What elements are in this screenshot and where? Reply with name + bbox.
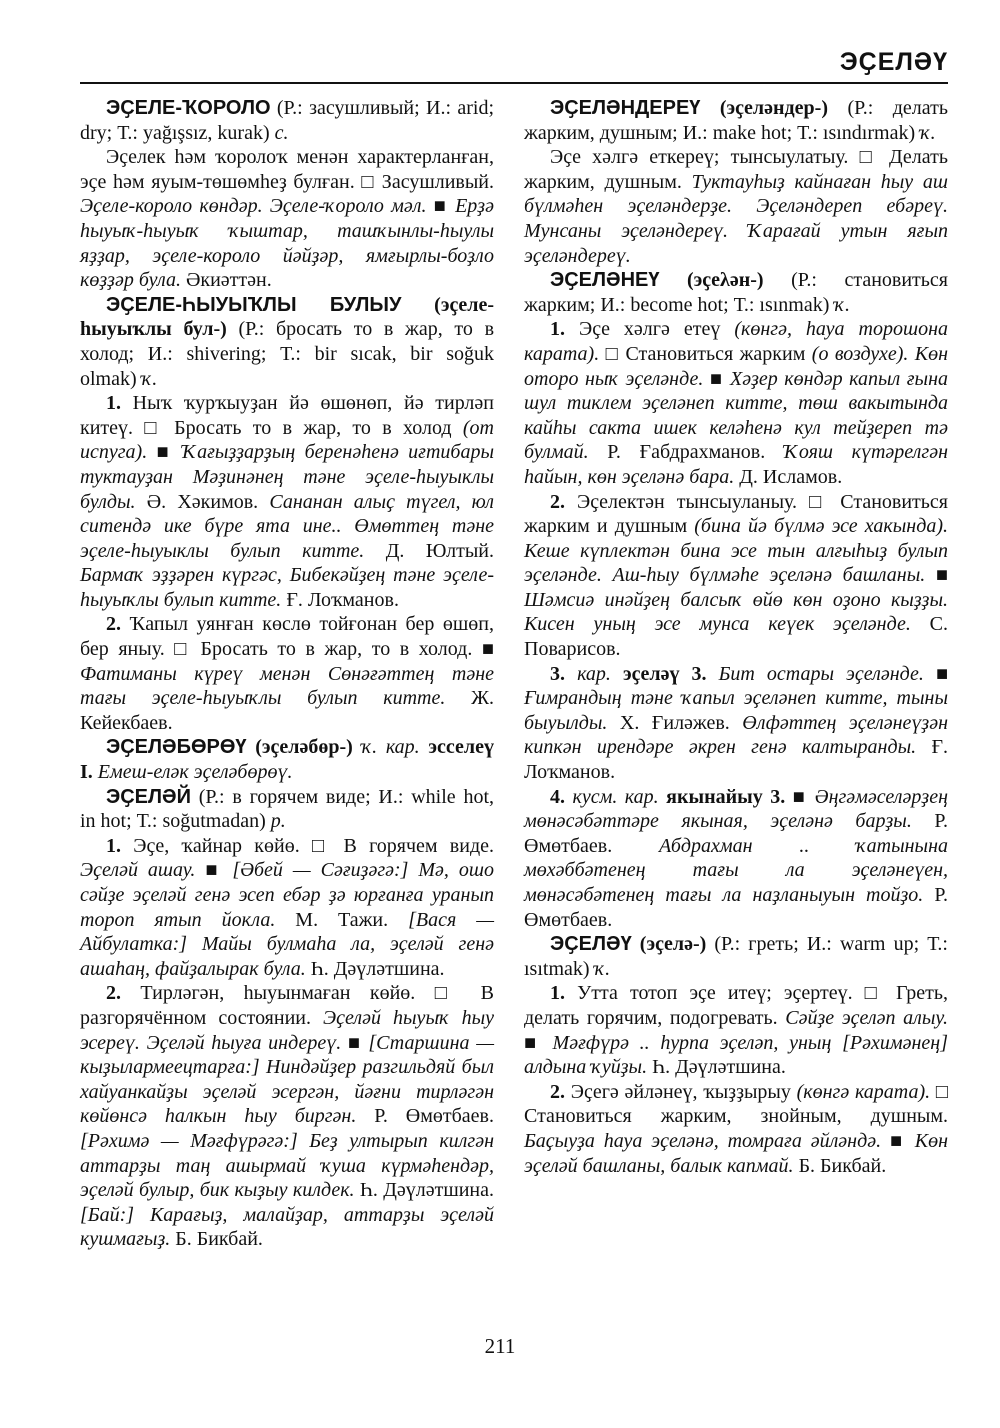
entry-text: Б. Бикбай. [793, 1154, 887, 1177]
entry-text: Х. Ғиләжев. [607, 711, 743, 734]
entry-text: ■ [156, 441, 183, 464]
dictionary-paragraph [524, 981, 948, 1079]
entry-headword: ЭҪЕЛӘБӨРӨҮ [106, 736, 247, 759]
entry-text: ■ [347, 1031, 369, 1054]
entry-text: якынайыу 3. [658, 785, 786, 808]
entry-text: Эҫеләй ашау. [80, 859, 206, 882]
entry-text: Утта тотоп эҫе итеү; эҫертеү. □ Греть, делать горячим, подогревать. [524, 982, 948, 1029]
dictionary-paragraph [524, 1080, 948, 1178]
entry-text: ■ [923, 662, 949, 685]
entry-text: 2. [550, 490, 565, 513]
entry-text: Ҡапыл уянған көслө тойғонан бер өшөп, бер яныу. □ Бросать то в жар, то в холод. ■ [80, 613, 494, 661]
entry-text: Сәйҙе эҫеләп алыу. [785, 1006, 949, 1029]
entry-text [353, 736, 362, 758]
entry-text: Эҫелектән тынсыуланыу. □ Становиться жарким и душным [524, 490, 948, 538]
dictionary-paragraph [80, 612, 494, 735]
entry-text: Эҫелек һәм ҡоролоҡ менән характерланған, эҫе һәм яуым-төшөмһеҙ булған. □ Засушливый. [80, 146, 494, 193]
entry-text: Ғ. Лоҡманов. [281, 588, 399, 611]
entry-text: Хәҙер көндәр капыл ғына шул тиклем эҫеләнеп китте, төш вакытында кайһы сакта ишек келәһенә кул тейҙереп тә булмай. [524, 367, 949, 464]
entry-text: (о воздухе). Көн оторо ныҡ эҫеләнде. [524, 342, 949, 390]
entry-text: (көнгә, һауа торошона карата). [524, 318, 948, 365]
dictionary-paragraph [524, 317, 948, 489]
dictionary-paragraph [524, 145, 948, 268]
entry-text: 2. [106, 982, 121, 1005]
entry-text: Абдрахман .. ҡатынына мөхәббәтенең тағы ла эҫеләнеүен, мөнәсәбәтенең тағы ла наҙланыуын тойҙо. [524, 834, 948, 906]
entry-text: Көн эҫеләй башланы, балык капмай. [524, 1129, 948, 1177]
entry-text: Туктауһыҙ кайнаған һыу аш бүлмәһен эҫеләндерҙе. Эҫеләндереп ебәреү. Мунсаны эҫеләндереү. Ҡарағай утын яғып эҫеләндереү. [524, 170, 948, 267]
entry-text: Ҡояш күтәрелгән һайын, көн эҫеләнә бара. [524, 441, 948, 488]
entry-text: Емеш-еләк эҫеләбөрөү. [97, 761, 293, 784]
entry-text: Р. Өмөтбаев. [524, 810, 948, 857]
entry-text: (Р.: делать жарким, душным; И.: make hot; Т.: ısındırmak) [524, 97, 948, 144]
entry-text: Мәғфүрә .. һурпа эҫеләп, уның [Рәхимәнең] алдына ҡуйҙы. [524, 1031, 948, 1079]
entry-text: (эҫеλән-) [659, 269, 764, 292]
entry-text: С. Поварисов. [524, 613, 948, 661]
entry-headword: ЭҪЕЛӘҮ [550, 933, 632, 956]
entry-text: [Старшина — кыҙылармеецтарға:] Ниндәйҙер разгильдяй был хайуанкайҙы эҫеләй эсергән, йәғни тирләгән көйөнсә һалкын һыу биргән. [80, 1031, 494, 1128]
entry-text: ҡ. [594, 957, 611, 980]
entry-text: кусм. кар. [572, 785, 659, 808]
entry-text: ■ [205, 859, 233, 882]
entry-text: Эҫе хәлгә еткереү; тынсыулатыу. □ Делать жарким, душным. [524, 146, 948, 193]
entry-text: [Бай:] Карағыҙ, малайҙар, аттарҙы эҫеләй кушмағыҙ. [80, 1203, 494, 1251]
entry-text: Ныҡ ҡурҡыуҙан йә өшөнөп, йә тирләп китеү. □ Бросать то в жар, то в холод [80, 392, 494, 439]
entry-text: с. [274, 121, 289, 144]
entry-text: Эҫе, ҡайнар көйө. □ В горячем виде. [121, 834, 494, 857]
entry-text: Ғ. Лоҡманов. [524, 736, 949, 784]
dictionary-paragraph [80, 834, 494, 982]
entry-text: 4. [550, 785, 565, 808]
entry-text: Р. Өмөтбаев. [356, 1105, 494, 1128]
entry-text: 1. [550, 982, 565, 1005]
entry-text: (Р.: бросать то в жар, то в холод; И.: shivering; Т.: bir sıcak, bir soğuk olmak) [80, 318, 495, 390]
dictionary-paragraph [80, 391, 494, 612]
entry-headword: ЭҪЕЛЕ-ҺЫУЫҠЛЫ БУЛЫУ [106, 293, 402, 316]
dictionary-paragraph [524, 96, 948, 145]
entry-text: Р. Ғабдрахманов. [588, 441, 784, 464]
entry-text: (от испуга). [80, 416, 494, 464]
entry-text: Б. Бикбай. [170, 1228, 263, 1251]
running-head: ЭҪЕЛӘҮ [839, 48, 948, 76]
entry-text: (көнгә карата). [796, 1080, 931, 1103]
entry-text: ҡ. кар. [361, 736, 420, 759]
entry-headword: ЭҪЕЛӘНДЕРЕҮ [550, 97, 701, 119]
entry-text: (эҫеләбөр-) [246, 736, 353, 759]
entry-text: Әкиәттән. [180, 269, 272, 292]
entry-text: Д. Юлтый. [364, 539, 495, 562]
entry-text [707, 663, 719, 685]
entry-text: Бит остары эҫеләнде. [718, 662, 924, 685]
dictionary-paragraph [80, 145, 494, 293]
entry-text: эҫеләү 3. [610, 662, 707, 685]
entry-text: ■ [925, 564, 948, 587]
entry-text: Ә. Хәкимов. [135, 490, 270, 513]
dictionary-paragraph [524, 662, 948, 785]
entry-text [565, 663, 577, 685]
dictionary-paragraph [524, 932, 948, 981]
entry-text: 1. [550, 318, 565, 341]
dictionary-paragraph [80, 735, 494, 784]
entry-text: [Рәхимә — Мәғфүрәгә:] Беҙ ултырып килгән аттарҙы таң ашырмай ҡуша күрмәһендәр, эҫеләй булыр, бик кыҙыу килдек. [80, 1129, 494, 1202]
entry-text: Баҫыуҙа һауа эҫеләнә, томраға әйләндә. [524, 1129, 882, 1152]
dictionary-paragraph [80, 293, 494, 391]
entry-text: Ғимрандың тәне ҡапыл эҫеләнеп китте, тыны быуылды. [524, 687, 948, 734]
entry-text: ■ [703, 367, 730, 390]
dictionary-paragraph [80, 981, 494, 1252]
entry-text: Эҫегә әйләнеү, ҡыҙҙырыу [565, 1080, 797, 1103]
entry-text: Әңгәмәселәрҙең мөнәсәбәттәре якыная, эҫеләнә барҙы. [524, 785, 949, 833]
entry-text: Һ. Дәүләтшина. [305, 957, 445, 980]
right-column [524, 96, 948, 1178]
entry-text: (эҫеләндер-) [700, 97, 828, 119]
entry-text: (эҫеле-һыуыҡлы бул-) [80, 293, 494, 341]
dictionary-paragraph [80, 785, 494, 834]
entry-text: [Вася — Айбулатка:] Майы булмаһа ла, эҫеләй генә ашаһаң, файҙалырак була. [80, 908, 494, 980]
entry-text: Һ. Дәүләтшина. [647, 1056, 786, 1079]
entry-text: ҡ. [834, 293, 850, 316]
dictionary-paragraph [524, 490, 948, 662]
entry-text: Һ. Дәүләтшина. [354, 1179, 494, 1202]
entry-headword: ЭҪЕЛӘНЕҮ [550, 269, 660, 292]
entry-text: ■ [785, 785, 815, 808]
entry-text: кар. [577, 662, 611, 685]
entry-text: (Р.: в горячем виде; И.: while hot, in hot; Т.: soğutmadan) [80, 785, 494, 833]
entry-text: (Р.: греть; И.: warm up; Т.: ısıtmak) [524, 933, 948, 980]
entry-headword: ЭҪЕЛӘЙ [106, 785, 191, 808]
entry-text: (бина йә бүлмә эсе хакында). Кеше күплектән бина эсе тын алғыһыҙ булып эҫеләнде. Аш-һыу бүлмәһе эҫеләнә башланы. [524, 515, 948, 587]
entry-text: Эҫеле-короло көндәр. Эҫеле-ҡороло мәл. [80, 195, 434, 218]
entry-text: Фатиманы күреү менән Сөнәғәттең тәне тағы эҫеле-һыуыҡлы булып китте. [80, 662, 494, 710]
entry-text: Ерҙә һыуыҡ-һыуыҡ ҡыштар, ташҡынлы-һыулы яҙҙар, эҫеле-короло йәйҙәр, ямғырлы-боҙло көҙҙәр була. [80, 195, 494, 292]
entry-text: (эҫелә-) [631, 933, 707, 956]
left-column [80, 96, 494, 1252]
entry-text: Шәмсиә инәйҙең балсыҡ өйө көн оҙоно кыҙҙы. Кисен уның эсе мунса кеүек эҫеләнде. [524, 588, 948, 636]
dictionary-paragraph [524, 785, 948, 933]
entry-text: 1. [106, 834, 121, 857]
entry-text: эсселеү I. [80, 736, 495, 784]
entry-headword: ЭҪЕЛЕ-ҠОРОЛО [106, 97, 271, 119]
entry-text: 3. [550, 662, 565, 685]
entry-text: Ҡағыҙҙарҙың беренәһенә иғтибары туктауҙан Мәҙинәнең тәне эҫеле-һыуыклы булды. [80, 441, 494, 513]
page-number: 211 [484, 1334, 516, 1358]
entry-text: р. [270, 810, 286, 833]
entry-text: Сананан алыҫ түгел, юл ситендә ике бүре ята ине.. Өмөттең тәне эҫеле-һыуыклы булып китте. [80, 490, 494, 562]
entry-text: ■ [524, 1031, 553, 1054]
entry-text: [Әбей — Сәғиҙәгә:] Мә, ошо сәйҙе эҫеләй генә эсеп ебәр ҙә юрғанға уранып тороп ятып йокла. [80, 859, 494, 931]
entry-text: □ Становиться жарким, знойным, душным. [524, 1080, 948, 1128]
entry-text: Р. Өмөтбаев. [524, 884, 949, 931]
entry-text: Тирләгән, һыуынмаған көйө. □ В разгорячённом состоянии. [80, 982, 494, 1029]
entry-text: 2. [550, 1080, 565, 1103]
entry-text: □ Становиться жарким [599, 342, 812, 365]
entry-text: ■ [881, 1129, 915, 1152]
page-header [80, 48, 948, 84]
entry-text: Д. Исламов. [734, 465, 843, 488]
dictionary-paragraph [524, 268, 948, 317]
entry-text: Өлфәттең эҫеләнеүҙән кипкән ирендәре әкрен генә калтыранды. [524, 711, 948, 759]
entry-text: (Р.: становиться жарким; И.: become hot; Т.: ısınmak) [524, 269, 948, 316]
entry-text: М. Тажи. [275, 908, 409, 931]
entry-text: Бармаҡ эҙҙәрен күргәс, Бибекәйҙең тәне эҫеле-һыуыҡлы булып китте. [80, 564, 494, 611]
entry-text: ҡ. [920, 121, 936, 144]
entry-text: ■ [433, 195, 456, 218]
entry-text: Эҫе хәлгә етеү [565, 318, 735, 341]
entry-text: (Р.: засушливый; И.: arid; dry; Т.: yağışsız, kurak) [80, 97, 494, 144]
entry-text: Ж. Кейекбаев. [80, 687, 494, 734]
entry-text: ҡ. [141, 367, 158, 390]
dictionary-paragraph [80, 96, 494, 145]
entry-text: Эҫеләй һыуыҡ һыу эсереү. Эҫеләй һыуға индереү. [80, 1006, 494, 1054]
entry-text: 1. [106, 392, 121, 415]
entry-text: 2. [106, 613, 121, 636]
